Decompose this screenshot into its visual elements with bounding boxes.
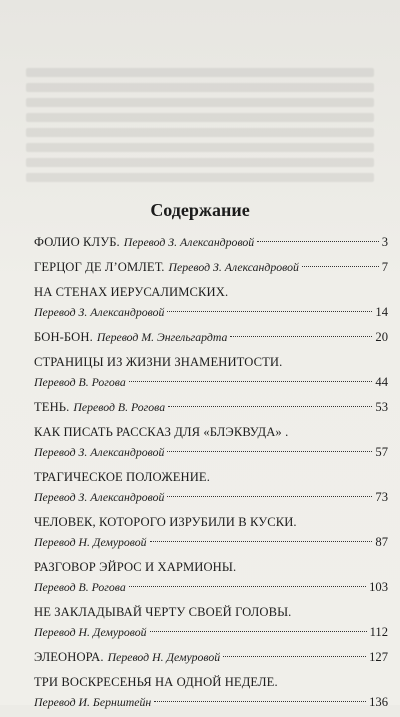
toc-entry <box>34 512 388 552</box>
entry-translator: Перевод Н. Демуровой <box>107 650 221 664</box>
entry-translator: Перевод М. Энгельгардта <box>96 330 228 344</box>
entry-title: НА СТЕНАХ ИЕРУСАЛИМСКИХ. <box>34 285 229 299</box>
dot-leader <box>150 541 373 542</box>
entry-page-number: 44 <box>375 375 388 389</box>
dot-leader <box>150 631 367 632</box>
entry-translator: Перевод З. Александровой <box>34 305 165 319</box>
contents-heading: Содержание <box>150 200 250 220</box>
dot-leader <box>230 336 372 337</box>
entry-title: ТРАГИЧЕСКОЕ ПОЛОЖЕНИЕ. <box>34 470 210 484</box>
entry-title: ФОЛИО КЛУБ. <box>34 235 120 249</box>
entry-title: ЧЕЛОВЕК, КОТОРОГО ИЗРУБИЛИ В КУСКИ. <box>34 515 297 529</box>
entry-translator: Перевод З. Александровой <box>34 490 165 504</box>
dot-leader <box>129 586 366 587</box>
entry-title: СТРАНИЦЫ ИЗ ЖИЗНИ ЗНАМЕНИТОСТИ. <box>34 355 283 369</box>
dot-leader <box>167 311 372 312</box>
entry-translator: Перевод Н. Демуровой <box>34 535 147 549</box>
entry-page-number: 127 <box>369 650 388 664</box>
toc-entry <box>34 397 388 417</box>
entry-title: ЭЛЕОНОРА. <box>34 650 104 664</box>
dot-leader <box>154 701 366 702</box>
toc-entry <box>34 557 388 597</box>
dot-leader <box>167 451 372 452</box>
entry-page-number: 7 <box>381 260 388 274</box>
toc-entry <box>34 647 388 667</box>
entry-translator: Перевод З. Александровой <box>34 445 165 459</box>
entry-translator: Перевод В. Рогова <box>34 375 126 389</box>
toc-entry <box>34 467 388 507</box>
entry-page-number: 53 <box>375 400 388 414</box>
entry-translator: Перевод З. Александровой <box>168 260 299 274</box>
toc-entry <box>34 422 388 462</box>
entry-page-number: 57 <box>375 445 388 459</box>
entry-title: НЕ ЗАКЛАДЫВАЙ ЧЕРТУ СВОЕЙ ГОЛОВЫ. <box>34 605 292 619</box>
dot-leader <box>302 266 379 267</box>
entry-title: БОН-БОН. <box>34 330 93 344</box>
entry-title: КАК ПИСАТЬ РАССКАЗ ДЛЯ «БЛЭКВУДА» . <box>34 425 289 439</box>
entry-title: РАЗГОВОР ЭЙРОС И ХАРМИОНЫ. <box>34 560 237 574</box>
toc-entry <box>34 672 388 712</box>
entry-translator: Перевод И. Бернштейн <box>34 695 152 709</box>
entry-title: ТРИ ВОСКРЕСЕНЬЯ НА ОДНОЙ НЕДЕЛЕ. <box>34 675 278 689</box>
entry-translator: Перевод В. Рогова <box>73 400 166 414</box>
entry-page-number: 87 <box>375 535 388 549</box>
table-of-contents <box>34 232 388 717</box>
dot-leader <box>257 241 378 242</box>
dot-leader <box>129 381 373 382</box>
entry-translator: Перевод Н. Демуровой <box>34 625 147 639</box>
entry-page-number: 73 <box>375 490 388 504</box>
toc-entry <box>34 352 388 392</box>
dot-leader <box>223 656 366 657</box>
entry-page-number: 3 <box>381 235 388 249</box>
entry-translator: Перевод В. Рогова <box>34 580 126 594</box>
entry-page-number: 20 <box>375 330 388 344</box>
toc-entry <box>34 282 388 322</box>
toc-entry <box>34 602 388 642</box>
entry-page-number: 112 <box>369 625 388 639</box>
entry-page-number: 136 <box>369 695 388 709</box>
entry-translator: Перевод З. Александровой <box>123 235 255 249</box>
toc-entry <box>34 327 388 347</box>
entry-page-number: 103 <box>369 580 388 594</box>
dot-leader <box>167 496 372 497</box>
show-through-text <box>26 62 374 192</box>
toc-entry <box>34 257 388 277</box>
entry-title: ТЕНЬ. <box>34 400 70 414</box>
toc-entry <box>34 232 388 252</box>
entry-title: ГЕРЦОГ ДЕ Л’ОМЛЕТ. <box>34 260 165 274</box>
dot-leader <box>168 406 372 407</box>
entry-page-number: 14 <box>375 305 388 319</box>
